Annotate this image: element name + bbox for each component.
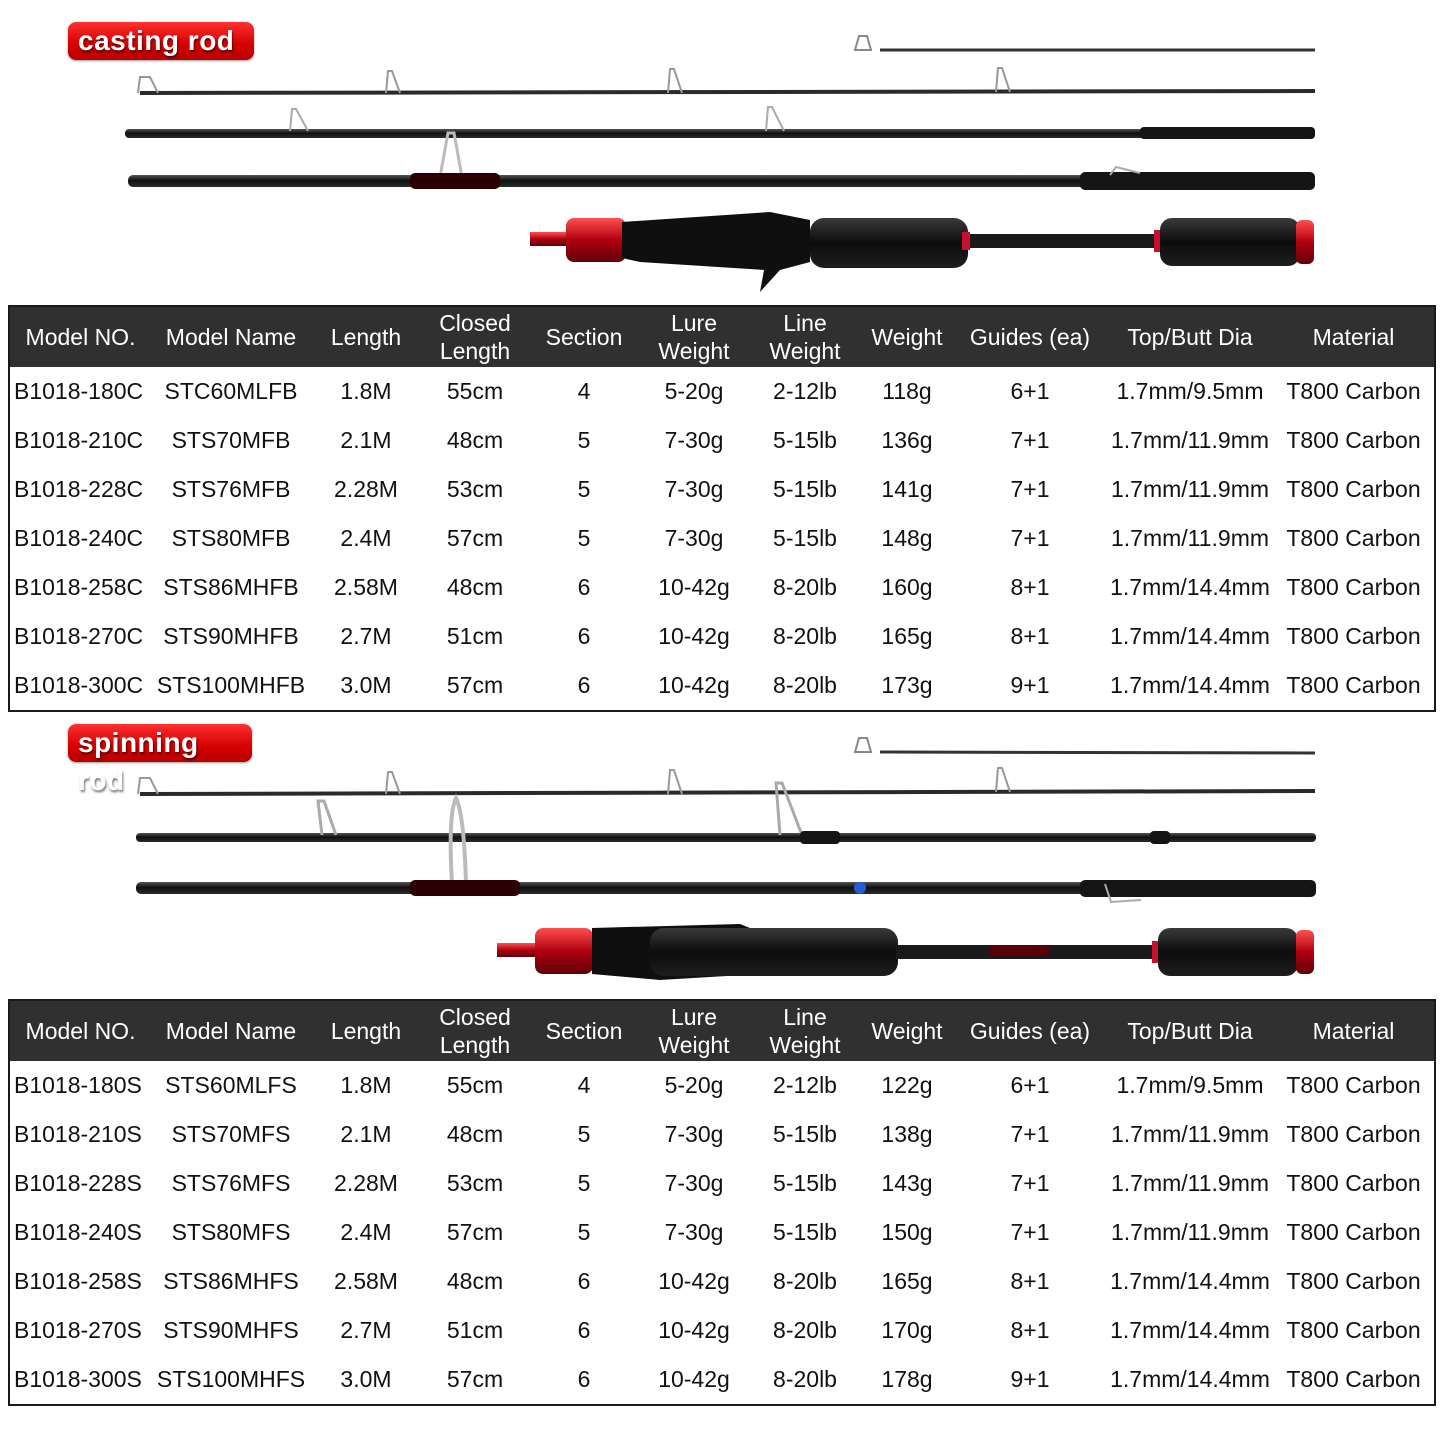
cell-top-butt-dia: 1.7mm/11.9mm bbox=[1110, 525, 1270, 551]
cell-lure-weight: 7-30g bbox=[664, 476, 724, 502]
cell-length: 3.0M bbox=[340, 1366, 392, 1392]
table-row bbox=[9, 1208, 1435, 1257]
cell-guides: 7+1 bbox=[1010, 1121, 1050, 1147]
cell-length: 2.7M bbox=[340, 623, 392, 649]
column-header-closed-length: Closed Length bbox=[421, 306, 529, 367]
cell-closed-length: 48cm bbox=[446, 1121, 504, 1147]
casting-table-body bbox=[9, 367, 1435, 711]
cell-lure-weight: 10-42g bbox=[658, 1366, 730, 1392]
cell-weight: 150g bbox=[881, 1219, 933, 1245]
cell-length: 2.28M bbox=[334, 476, 398, 502]
cell-section: 5 bbox=[577, 525, 591, 551]
table-row bbox=[9, 416, 1435, 465]
cell-closed-length: 48cm bbox=[446, 574, 504, 600]
cell-section: 5 bbox=[577, 427, 591, 453]
cell-model-name: STS70MFS bbox=[171, 1121, 291, 1147]
cell-model-name: STS90MHFB bbox=[163, 623, 299, 649]
cell-section: 6 bbox=[577, 1317, 591, 1343]
cell-model-no: B1018-270S bbox=[14, 1317, 142, 1343]
cell-model-no: B1018-228C bbox=[14, 476, 144, 502]
casting-section bbox=[0, 0, 1445, 712]
cell-top-butt-dia: 1.7mm/14.4mm bbox=[1110, 1268, 1270, 1294]
spinning-table-body bbox=[9, 1061, 1435, 1405]
cell-model-no: B1018-258S bbox=[14, 1268, 142, 1294]
cell-top-butt-dia: 1.7mm/11.9mm bbox=[1110, 1170, 1270, 1196]
cell-section: 5 bbox=[577, 476, 591, 502]
cell-model-name: STS76MFS bbox=[171, 1170, 291, 1196]
cell-guides: 7+1 bbox=[1010, 525, 1050, 551]
cell-weight: 178g bbox=[881, 1366, 933, 1392]
cell-length: 2.28M bbox=[334, 1170, 398, 1196]
table-row bbox=[9, 367, 1435, 416]
casting-rod-badge: casting rod bbox=[68, 22, 254, 60]
casting-spec-table bbox=[8, 305, 1436, 712]
cell-line-weight: 8-20lb bbox=[773, 672, 837, 698]
column-header-line-weight: Line Weight bbox=[749, 1000, 861, 1061]
cell-weight: 143g bbox=[881, 1170, 933, 1196]
cell-lure-weight: 10-42g bbox=[658, 1317, 730, 1343]
cell-model-no: B1018-240S bbox=[14, 1219, 142, 1245]
cell-length: 2.4M bbox=[340, 1219, 392, 1245]
cell-closed-length: 57cm bbox=[446, 525, 504, 551]
cell-closed-length: 53cm bbox=[446, 476, 504, 502]
cell-section: 5 bbox=[577, 1219, 591, 1245]
cell-model-name: STS86MHFS bbox=[163, 1268, 299, 1294]
cell-closed-length: 57cm bbox=[446, 672, 504, 698]
spinning-spec-table bbox=[8, 999, 1436, 1406]
cell-model-name: STS90MHFS bbox=[163, 1317, 299, 1343]
cell-weight: 160g bbox=[881, 574, 933, 600]
cell-closed-length: 57cm bbox=[446, 1219, 504, 1245]
cell-weight: 136g bbox=[881, 427, 933, 453]
cell-model-name: STC60MLFB bbox=[164, 378, 298, 404]
cell-closed-length: 57cm bbox=[446, 1366, 504, 1392]
cell-guides: 9+1 bbox=[1010, 672, 1050, 698]
cell-length: 2.7M bbox=[340, 1317, 392, 1343]
cell-material: T800 Carbon bbox=[1286, 1366, 1421, 1392]
cell-top-butt-dia: 1.7mm/11.9mm bbox=[1110, 476, 1270, 502]
cell-line-weight: 8-20lb bbox=[773, 574, 837, 600]
table-header-row bbox=[9, 306, 1435, 367]
cell-section: 6 bbox=[577, 672, 591, 698]
cell-lure-weight: 7-30g bbox=[664, 1170, 724, 1196]
column-header-guides: Guides (ea) bbox=[953, 306, 1107, 367]
cell-model-name: STS60MLFS bbox=[165, 1072, 297, 1098]
cell-model-no: B1018-180S bbox=[14, 1072, 142, 1098]
table-row bbox=[9, 1159, 1435, 1208]
table-row bbox=[9, 1061, 1435, 1110]
cell-length: 1.8M bbox=[340, 378, 392, 404]
cell-model-no: B1018-180C bbox=[14, 378, 144, 404]
table-header-row bbox=[9, 1000, 1435, 1061]
cell-weight: 170g bbox=[881, 1317, 933, 1343]
column-header-model-name: Model Name bbox=[151, 1000, 311, 1061]
cell-guides: 8+1 bbox=[1010, 623, 1050, 649]
cell-section: 6 bbox=[577, 574, 591, 600]
cell-length: 3.0M bbox=[340, 672, 392, 698]
cell-model-name: STS80MFB bbox=[171, 525, 291, 551]
table-row bbox=[9, 465, 1435, 514]
cell-section: 4 bbox=[577, 1072, 591, 1098]
cell-top-butt-dia: 1.7mm/11.9mm bbox=[1110, 427, 1270, 453]
column-header-model-no: Model NO. bbox=[9, 306, 151, 367]
cell-top-butt-dia: 1.7mm/14.4mm bbox=[1110, 574, 1270, 600]
column-header-lure-weight: Lure Weight bbox=[639, 1000, 749, 1061]
cell-model-name: STS80MFS bbox=[171, 1219, 291, 1245]
cell-guides: 7+1 bbox=[1010, 476, 1050, 502]
cell-line-weight: 5-15lb bbox=[773, 1170, 837, 1196]
cell-closed-length: 55cm bbox=[446, 1072, 504, 1098]
cell-model-no: B1018-210C bbox=[14, 427, 144, 453]
cell-section: 4 bbox=[577, 378, 591, 404]
cell-top-butt-dia: 1.7mm/14.4mm bbox=[1110, 672, 1270, 698]
cell-weight: 122g bbox=[881, 1072, 933, 1098]
cell-lure-weight: 10-42g bbox=[658, 1268, 730, 1294]
cell-line-weight: 2-12lb bbox=[773, 1072, 837, 1098]
cell-model-name: STS100MHFB bbox=[156, 672, 306, 698]
column-header-section: Section bbox=[529, 306, 639, 367]
table-row bbox=[9, 1355, 1435, 1405]
cell-top-butt-dia: 1.7mm/14.4mm bbox=[1110, 1366, 1270, 1392]
cell-closed-length: 53cm bbox=[446, 1170, 504, 1196]
cell-model-no: B1018-210S bbox=[14, 1121, 142, 1147]
column-header-weight: Weight bbox=[861, 1000, 953, 1061]
cell-section: 6 bbox=[577, 623, 591, 649]
cell-closed-length: 51cm bbox=[446, 623, 504, 649]
cell-lure-weight: 10-42g bbox=[658, 623, 730, 649]
cell-weight: 165g bbox=[881, 623, 933, 649]
cell-line-weight: 5-15lb bbox=[773, 1219, 837, 1245]
cell-closed-length: 48cm bbox=[446, 427, 504, 453]
cell-top-butt-dia: 1.7mm/11.9mm bbox=[1110, 1219, 1270, 1245]
table-row bbox=[9, 661, 1435, 711]
cell-line-weight: 8-20lb bbox=[773, 1268, 837, 1294]
cell-lure-weight: 7-30g bbox=[664, 525, 724, 551]
cell-guides: 8+1 bbox=[1010, 574, 1050, 600]
cell-model-no: B1018-258C bbox=[14, 574, 144, 600]
column-header-model-name: Model Name bbox=[151, 306, 311, 367]
cell-guides: 6+1 bbox=[1010, 1072, 1050, 1098]
cell-lure-weight: 7-30g bbox=[664, 1121, 724, 1147]
cell-line-weight: 5-15lb bbox=[773, 525, 837, 551]
cell-line-weight: 5-15lb bbox=[773, 476, 837, 502]
cell-model-name: STS86MHFB bbox=[163, 574, 299, 600]
column-header-closed-length: Closed Length bbox=[421, 1000, 529, 1061]
cell-model-name: STS100MHFS bbox=[156, 1366, 306, 1392]
cell-weight: 148g bbox=[881, 525, 933, 551]
cell-weight: 165g bbox=[881, 1268, 933, 1294]
cell-material: T800 Carbon bbox=[1286, 672, 1421, 698]
cell-material: T800 Carbon bbox=[1286, 525, 1421, 551]
column-header-length: Length bbox=[311, 306, 421, 367]
table-row bbox=[9, 1306, 1435, 1355]
cell-guides: 6+1 bbox=[1010, 378, 1050, 404]
cell-guides: 8+1 bbox=[1010, 1317, 1050, 1343]
table-row bbox=[9, 1110, 1435, 1159]
cell-material: T800 Carbon bbox=[1286, 574, 1421, 600]
spinning-section bbox=[0, 712, 1445, 1445]
cell-weight: 138g bbox=[881, 1121, 933, 1147]
column-header-top-butt-dia: Top/Butt Dia bbox=[1107, 306, 1273, 367]
column-header-lure-weight: Lure Weight bbox=[639, 306, 749, 367]
cell-material: T800 Carbon bbox=[1286, 623, 1421, 649]
cell-length: 2.1M bbox=[340, 427, 392, 453]
table-row bbox=[9, 612, 1435, 661]
column-header-top-butt-dia: Top/Butt Dia bbox=[1107, 1000, 1273, 1061]
cell-model-no: B1018-270C bbox=[14, 623, 144, 649]
cell-lure-weight: 7-30g bbox=[664, 1219, 724, 1245]
cell-model-no: B1018-300S bbox=[14, 1366, 142, 1392]
column-header-guides: Guides (ea) bbox=[953, 1000, 1107, 1061]
cell-guides: 7+1 bbox=[1010, 1219, 1050, 1245]
table-row bbox=[9, 1257, 1435, 1306]
cell-guides: 7+1 bbox=[1010, 427, 1050, 453]
cell-line-weight: 5-15lb bbox=[773, 427, 837, 453]
cell-model-name: STS70MFB bbox=[171, 427, 291, 453]
cell-material: T800 Carbon bbox=[1286, 1317, 1421, 1343]
cell-top-butt-dia: 1.7mm/9.5mm bbox=[1116, 378, 1264, 404]
cell-guides: 7+1 bbox=[1010, 1170, 1050, 1196]
cell-section: 5 bbox=[577, 1121, 591, 1147]
cell-closed-length: 48cm bbox=[446, 1268, 504, 1294]
cell-top-butt-dia: 1.7mm/11.9mm bbox=[1110, 1121, 1270, 1147]
cell-section: 5 bbox=[577, 1170, 591, 1196]
cell-line-weight: 5-15lb bbox=[773, 1121, 837, 1147]
cell-weight: 173g bbox=[881, 672, 933, 698]
cell-length: 2.58M bbox=[334, 1268, 398, 1294]
cell-material: T800 Carbon bbox=[1286, 427, 1421, 453]
cell-material: T800 Carbon bbox=[1286, 1072, 1421, 1098]
cell-length: 2.58M bbox=[334, 574, 398, 600]
cell-guides: 9+1 bbox=[1010, 1366, 1050, 1392]
column-header-length: Length bbox=[311, 1000, 421, 1061]
cell-lure-weight: 5-20g bbox=[664, 1072, 724, 1098]
cell-material: T800 Carbon bbox=[1286, 1268, 1421, 1294]
column-header-weight: Weight bbox=[861, 306, 953, 367]
cell-lure-weight: 5-20g bbox=[664, 378, 724, 404]
cell-weight: 118g bbox=[882, 378, 932, 404]
cell-material: T800 Carbon bbox=[1286, 1121, 1421, 1147]
cell-line-weight: 8-20lb bbox=[773, 1317, 837, 1343]
cell-lure-weight: 10-42g bbox=[658, 574, 730, 600]
cell-model-no: B1018-300C bbox=[14, 672, 144, 698]
cell-closed-length: 51cm bbox=[446, 1317, 504, 1343]
column-header-material: Material bbox=[1273, 306, 1435, 367]
cell-lure-weight: 7-30g bbox=[664, 427, 724, 453]
cell-material: T800 Carbon bbox=[1286, 378, 1421, 404]
cell-lure-weight: 10-42g bbox=[658, 672, 730, 698]
cell-line-weight: 2-12lb bbox=[773, 378, 837, 404]
column-header-material: Material bbox=[1273, 1000, 1435, 1061]
cell-material: T800 Carbon bbox=[1286, 476, 1421, 502]
cell-material: T800 Carbon bbox=[1286, 1219, 1421, 1245]
cell-weight: 141g bbox=[881, 476, 933, 502]
cell-length: 1.8M bbox=[340, 1072, 392, 1098]
cell-top-butt-dia: 1.7mm/9.5mm bbox=[1116, 1072, 1264, 1098]
cell-material: T800 Carbon bbox=[1286, 1170, 1421, 1196]
cell-section: 6 bbox=[577, 1268, 591, 1294]
cell-line-weight: 8-20lb bbox=[773, 623, 837, 649]
cell-section: 6 bbox=[577, 1366, 591, 1392]
cell-line-weight: 8-20lb bbox=[773, 1366, 837, 1392]
cell-length: 2.4M bbox=[340, 525, 392, 551]
cell-closed-length: 55cm bbox=[446, 378, 504, 404]
table-row bbox=[9, 514, 1435, 563]
cell-top-butt-dia: 1.7mm/14.4mm bbox=[1110, 623, 1270, 649]
cell-model-no: B1018-240C bbox=[14, 525, 144, 551]
column-header-section: Section bbox=[529, 1000, 639, 1061]
cell-model-name: STS76MFB bbox=[171, 476, 291, 502]
cell-length: 2.1M bbox=[340, 1121, 392, 1147]
column-header-model-no: Model NO. bbox=[9, 1000, 151, 1061]
column-header-line-weight: Line Weight bbox=[749, 306, 861, 367]
cell-guides: 8+1 bbox=[1010, 1268, 1050, 1294]
spinning-rod-badge: spinning rod bbox=[68, 724, 252, 762]
cell-top-butt-dia: 1.7mm/14.4mm bbox=[1110, 1317, 1270, 1343]
cell-model-no: B1018-228S bbox=[14, 1170, 142, 1196]
table-row bbox=[9, 563, 1435, 612]
